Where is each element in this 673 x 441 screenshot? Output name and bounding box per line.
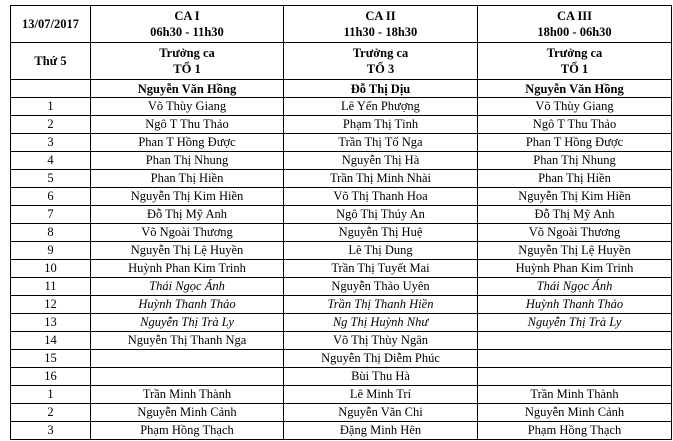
row-number-cell[interactable]: 9 [11, 242, 91, 260]
shift-2-header[interactable] [284, 6, 478, 43]
shift-2-staff-cell[interactable]: Lê Yến Phượng [284, 98, 478, 116]
shift-2-leader[interactable]: Đỗ Thị Dịu [284, 80, 478, 98]
shift-3-staff-cell[interactable]: Đỗ Thị Mỹ Anh [478, 206, 672, 224]
table-row [11, 242, 672, 260]
shift-schedule-table [10, 5, 672, 440]
shift-3-staff-cell[interactable]: Huỳnh Thanh Thảo [478, 296, 672, 314]
shift-3-staff-cell[interactable]: Huỳnh Phan Kim Trinh [478, 260, 672, 278]
shift-2-staff-cell[interactable]: Lê Minh Trí [284, 386, 478, 404]
blank-cell[interactable] [11, 80, 91, 98]
shift-2-staff-cell[interactable]: Nguyễn Thảo Uyên [284, 278, 478, 296]
header-row-shifts [11, 6, 672, 43]
shift-1-staff-cell[interactable]: Phạm Hồng Thạch [91, 422, 284, 440]
row-number-cell[interactable]: 3 [11, 134, 91, 152]
shift-1-staff-cell[interactable]: Phan T Hồng Được [91, 134, 284, 152]
shift-1-staff-cell[interactable]: Nguyễn Thị Trà Ly [91, 314, 284, 332]
shift-1-staff-cell[interactable]: Nguyễn Thị Kim Hiền [91, 188, 284, 206]
shift-1-staff-cell[interactable]: Phan Thị Nhung [91, 152, 284, 170]
table-row [11, 206, 672, 224]
team-name: TỔ 1 [560, 62, 589, 76]
table-row [11, 368, 672, 386]
row-number-cell[interactable]: 5 [11, 170, 91, 188]
leader-title: Trưởng ca [546, 46, 603, 60]
header-row-leaders [11, 80, 672, 98]
shift-2-staff-cell[interactable]: Võ Thị Thùy Ngân [284, 332, 478, 350]
shift-3-staff-cell[interactable]: Võ Ngoài Thương [478, 224, 672, 242]
table-row [11, 188, 672, 206]
team-name: TỔ 3 [366, 62, 395, 76]
shift-3-staff-cell[interactable]: Nguyễn Minh Cảnh [478, 404, 672, 422]
table-row [11, 278, 672, 296]
shift-1-staff-cell[interactable]: Võ Ngoài Thương [91, 224, 284, 242]
row-number-cell[interactable]: 7 [11, 206, 91, 224]
shift-1-staff-cell[interactable]: Trần Minh Thành [91, 386, 284, 404]
shift-3-staff-cell[interactable]: Thái Ngọc Ánh [478, 278, 672, 296]
table-row [11, 314, 672, 332]
shift-time: 18h00 - 06h30 [537, 25, 612, 39]
table-row [11, 350, 672, 368]
table-row [11, 404, 672, 422]
table-row [11, 224, 672, 242]
shift-1-staff-cell[interactable]: Võ Thùy Giang [91, 98, 284, 116]
date-cell[interactable]: 13/07/2017 [11, 6, 91, 43]
shift-2-staff-cell[interactable]: Trần Thị Tuyết Mai [284, 260, 478, 278]
table-row [11, 170, 672, 188]
shift-1-staff-cell[interactable] [91, 350, 284, 368]
shift-time: 06h30 - 11h30 [150, 25, 224, 39]
shift-1-staff-cell[interactable]: Huỳnh Thanh Thảo [91, 296, 284, 314]
shift-1-staff-cell[interactable]: Nguyễn Thị Lệ Huyền [91, 242, 284, 260]
shift-2-staff-cell[interactable]: Bùi Thu Hà [284, 368, 478, 386]
table-row [11, 296, 672, 314]
shift-1-header[interactable] [91, 6, 284, 43]
shift-2-staff-cell[interactable]: Đặng Minh Hên [284, 422, 478, 440]
shift-1-staff-cell[interactable] [91, 368, 284, 386]
schedule-sheet [10, 5, 672, 440]
row-number-cell[interactable]: 10 [11, 260, 91, 278]
table-row [11, 116, 672, 134]
table-row [11, 422, 672, 440]
shift-3-staff-cell[interactable]: Võ Thùy Giang [478, 98, 672, 116]
shift-1-staff-cell[interactable]: Nguyễn Thị Thanh Nga [91, 332, 284, 350]
row-number-cell[interactable]: 11 [11, 278, 91, 296]
shift-1-staff-cell[interactable]: Huỳnh Phan Kim Trinh [91, 260, 284, 278]
row-number-cell[interactable]: 14 [11, 332, 91, 350]
table-row [11, 98, 672, 116]
row-number-cell[interactable]: 1 [11, 98, 91, 116]
row-number-cell[interactable]: 16 [11, 368, 91, 386]
row-number-cell[interactable]: 1 [11, 386, 91, 404]
row-number-cell[interactable]: 3 [11, 422, 91, 440]
shift-1-staff-cell[interactable]: Đỗ Thị Mỹ Anh [91, 206, 284, 224]
shift-3-leader[interactable]: Nguyễn Văn Hồng [478, 80, 672, 98]
leader-title: Trưởng ca [159, 46, 215, 60]
shift-1-team[interactable] [91, 43, 284, 80]
shift-2-staff-cell[interactable]: Ngô Thị Thúy An [284, 206, 478, 224]
shift-2-staff-cell[interactable]: Trần Thị Thanh Hiền [284, 296, 478, 314]
shift-1-staff-cell[interactable]: Phan Thị Hiền [91, 170, 284, 188]
shift-1-staff-cell[interactable]: Ngô T Thu Thảo [91, 116, 284, 134]
shift-2-staff-cell[interactable]: Ng Thị Huỳnh Như [284, 314, 478, 332]
table-row [11, 152, 672, 170]
row-number-cell[interactable]: 6 [11, 188, 91, 206]
row-number-cell[interactable]: 2 [11, 404, 91, 422]
shift-1-leader[interactable]: Nguyễn Văn Hồng [91, 80, 284, 98]
shift-2-staff-cell[interactable]: Phạm Thị Tình [284, 116, 478, 134]
shift-3-staff-cell[interactable]: Nguyễn Thị Kim Hiền [478, 188, 672, 206]
shift-2-staff-cell[interactable]: Lê Thị Dung [284, 242, 478, 260]
header-row-teams [11, 43, 672, 80]
shift-2-staff-cell[interactable]: Nguyễn Thị Huệ [284, 224, 478, 242]
shift-3-staff-cell[interactable]: Nguyễn Thị Trà Ly [478, 314, 672, 332]
shift-3-staff-cell[interactable]: Ngô T Thu Thảo [478, 116, 672, 134]
table-row [11, 134, 672, 152]
table-row [11, 332, 672, 350]
shift-3-header[interactable] [478, 6, 672, 43]
shift-2-staff-cell[interactable]: Trần Thị Minh Nhài [284, 170, 478, 188]
shift-time: 11h30 - 18h30 [343, 25, 418, 39]
row-number-cell[interactable]: 15 [11, 350, 91, 368]
shift-2-staff-cell[interactable]: Võ Thị Thanh Hoa [284, 188, 478, 206]
row-number-cell[interactable]: 4 [11, 152, 91, 170]
shift-2-team[interactable] [284, 43, 478, 80]
shift-3-staff-cell[interactable] [478, 332, 672, 350]
table-row [11, 260, 672, 278]
shift-3-staff-cell[interactable] [478, 368, 672, 386]
leader-title: Trưởng ca [352, 46, 409, 60]
shift-3-staff-cell[interactable]: Phạm Hồng Thạch [478, 422, 672, 440]
shift-1-staff-cell[interactable]: Thái Ngọc Ánh [91, 278, 284, 296]
shift-2-staff-cell[interactable]: Nguyễn Thị Hà [284, 152, 478, 170]
shift-1-staff-cell[interactable]: Nguyễn Minh Cảnh [91, 404, 284, 422]
shift-name: CA II [365, 9, 396, 23]
shift-3-staff-cell[interactable] [478, 350, 672, 368]
weekday-cell[interactable]: Thứ 5 [11, 43, 91, 80]
shift-3-staff-cell[interactable]: Phan T Hồng Được [478, 134, 672, 152]
shift-3-staff-cell[interactable]: Phan Thị Hiền [478, 170, 672, 188]
row-number-cell[interactable]: 12 [11, 296, 91, 314]
shift-3-staff-cell[interactable]: Trần Minh Thành [478, 386, 672, 404]
row-number-cell[interactable]: 13 [11, 314, 91, 332]
team-name: TỔ 1 [173, 62, 201, 76]
shift-2-staff-cell[interactable]: Nguyễn Văn Chi [284, 404, 478, 422]
table-row [11, 386, 672, 404]
shift-2-staff-cell[interactable]: Trần Thị Tố Nga [284, 134, 478, 152]
row-number-cell[interactable]: 2 [11, 116, 91, 134]
row-number-cell[interactable]: 8 [11, 224, 91, 242]
shift-name: CA III [556, 9, 593, 23]
shift-3-team[interactable] [478, 43, 672, 80]
shift-3-staff-cell[interactable]: Phan Thị Nhung [478, 152, 672, 170]
shift-2-staff-cell[interactable]: Nguyễn Thị Diễm Phúc [284, 350, 478, 368]
shift-3-staff-cell[interactable]: Nguyễn Thị Lệ Huyền [478, 242, 672, 260]
shift-name: CA I [174, 9, 200, 23]
